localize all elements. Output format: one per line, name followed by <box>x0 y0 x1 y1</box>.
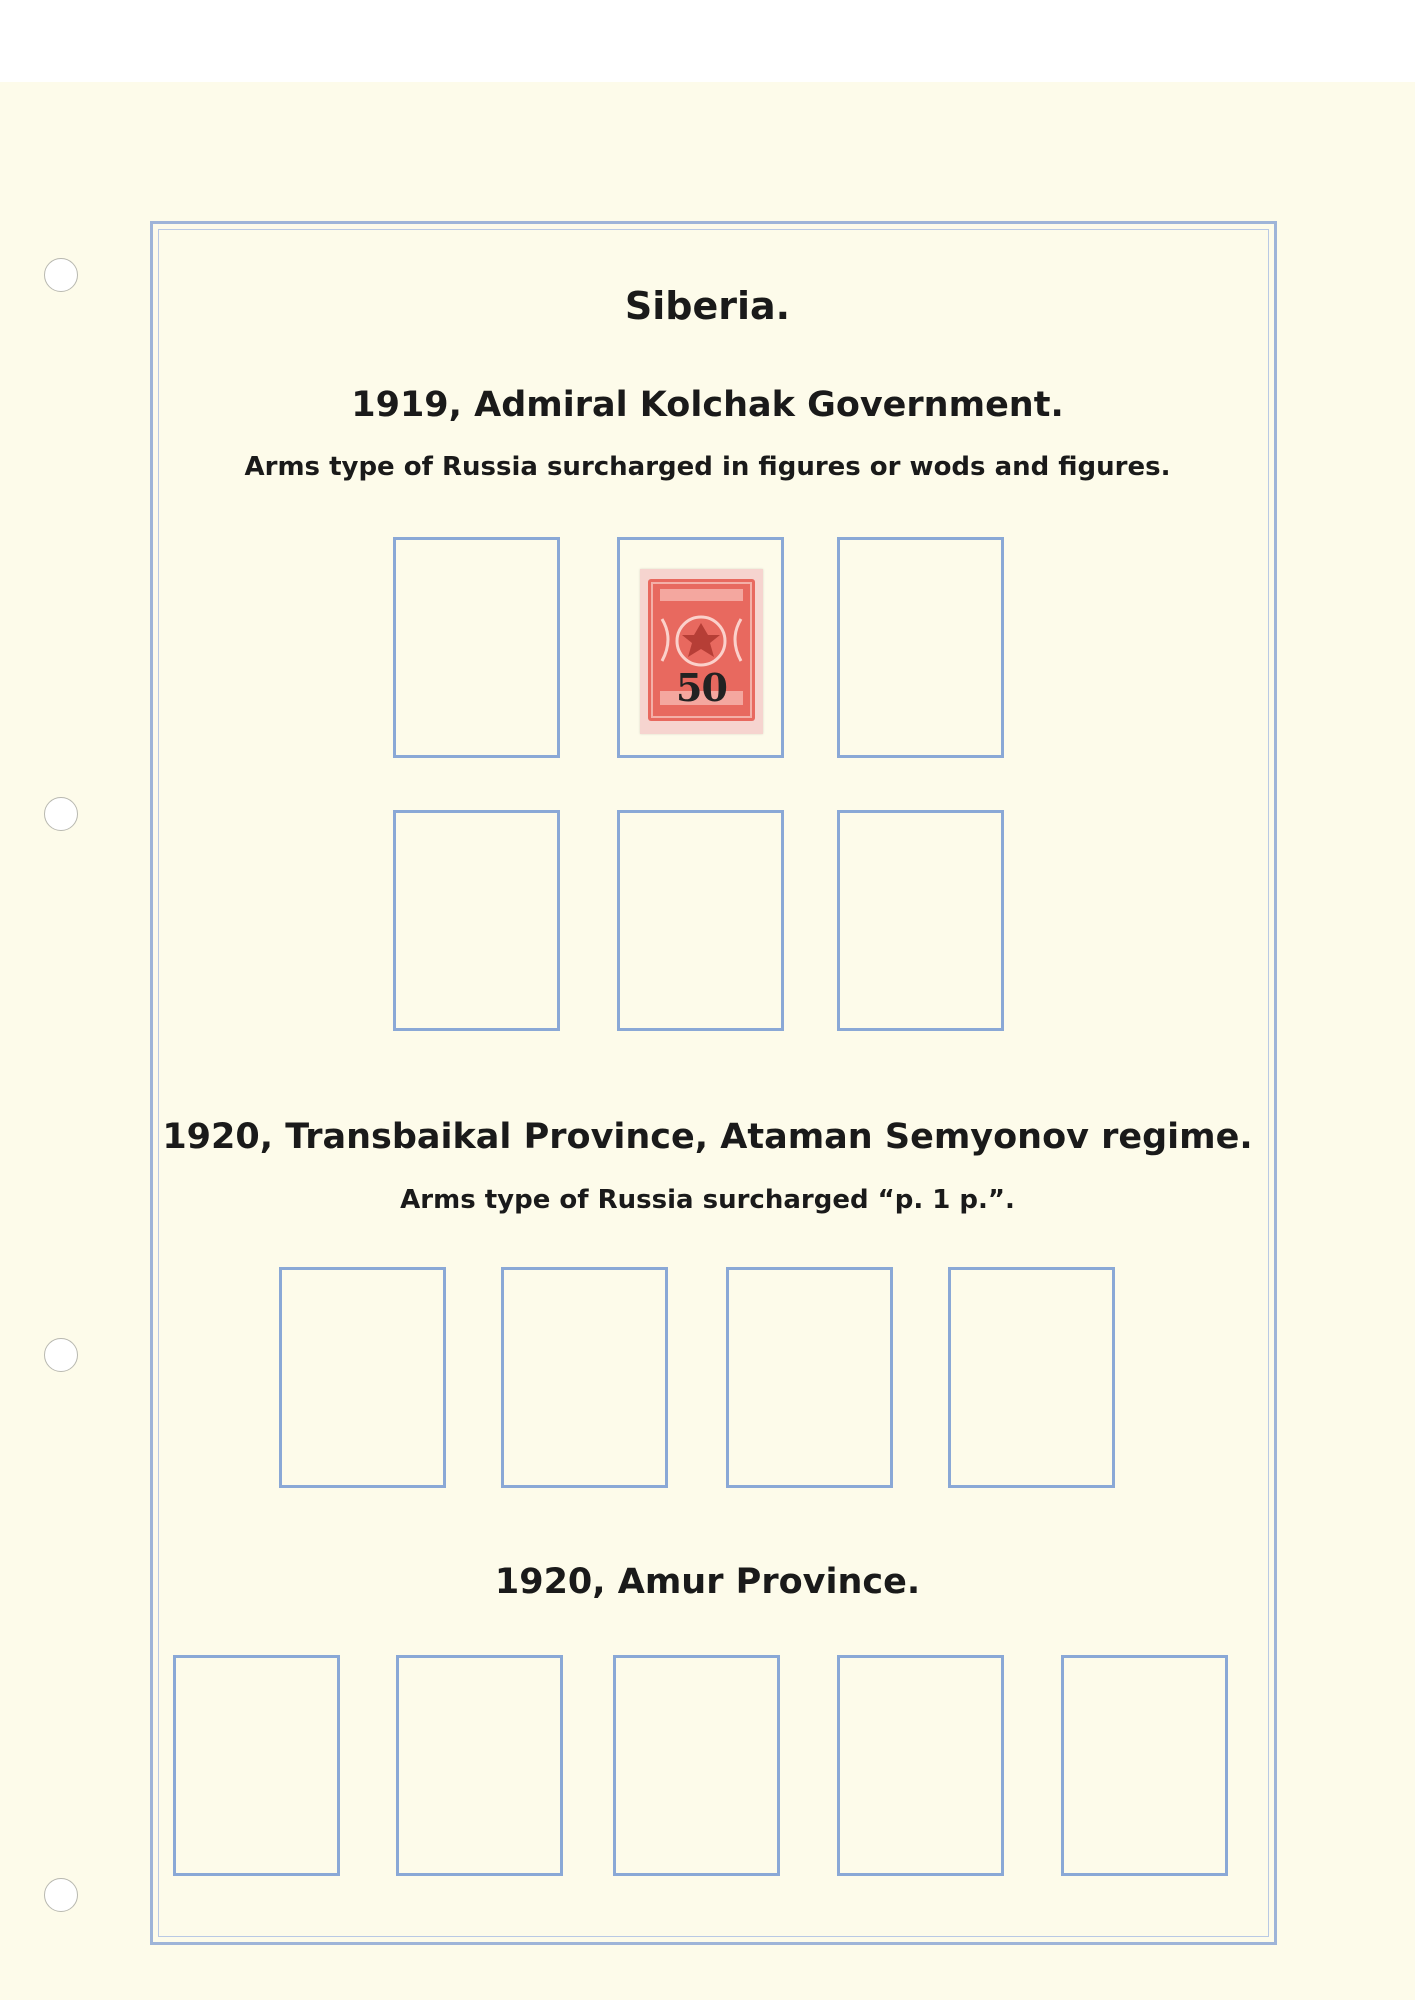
stamp-space <box>393 810 560 1031</box>
stamp-space <box>393 537 560 758</box>
stamp-space <box>501 1267 668 1488</box>
punch-hole <box>44 1878 78 1912</box>
section-heading-transbaikal: 1920, Transbaikal Province, Ataman Semyonov regime. <box>162 1117 1253 1157</box>
stamp-space <box>617 810 784 1031</box>
mounted-stamp <box>640 569 763 734</box>
punch-hole <box>44 797 78 831</box>
section-heading-amur: 1920, Amur Province. <box>494 1562 921 1602</box>
page-title: Siberia. <box>624 284 791 328</box>
section-heading-kolchak: 1919, Admiral Kolchak Government. <box>351 385 1064 425</box>
stamp-space <box>837 537 1004 758</box>
stamp-space <box>948 1267 1115 1488</box>
stamp-space <box>613 1655 780 1876</box>
section-subheading-transbaikal: Arms type of Russia surcharged “p. 1 p.”. <box>400 1185 1015 1215</box>
section-subheading-kolchak: Arms type of Russia surcharged in figures or wods and figures. <box>244 452 1171 482</box>
punch-hole <box>44 1338 78 1372</box>
stamp-space <box>279 1267 446 1488</box>
stamp-space <box>837 1655 1004 1876</box>
stamp-space <box>1061 1655 1228 1876</box>
stamp-space <box>837 810 1004 1031</box>
stamp-space <box>726 1267 893 1488</box>
stamp-surcharge: 50 <box>676 665 727 710</box>
stamp-space <box>173 1655 340 1876</box>
stamp-space <box>396 1655 563 1876</box>
